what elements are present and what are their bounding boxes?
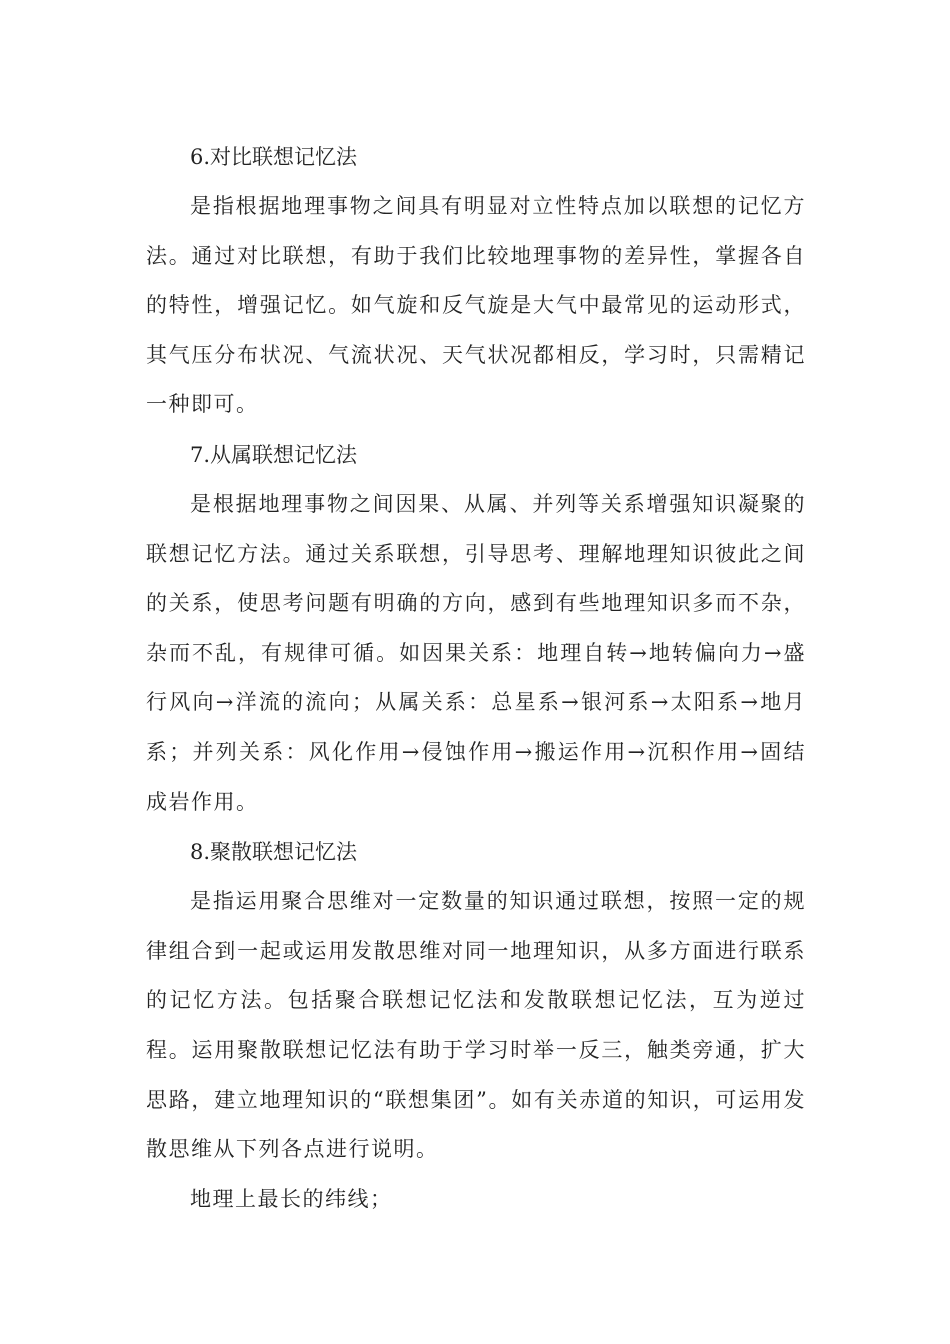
- section-heading-8: 8.聚散联想记忆法: [190, 840, 358, 865]
- document-body: [146, 132, 806, 1224]
- section-8-list-item: 地理上最长的纬线；: [190, 1186, 393, 1211]
- section-8-paragraph: 是指运用聚合思维对一定数量的知识通过联想，按照一定的规律组合到一起或运用发散思维对同一地理知识，从多方面进行联系的记忆方法。包括聚合联想记忆法和发散联想记忆法，互为逆过程。运用聚散联想记忆法有助于学习时举一反三，触类旁通，扩大思路，建立地理知识的“联想集团”。如有关赤道的知识，可运用发散思维从下列各点进行说明。: [146, 889, 806, 1162]
- section-heading-6: 6.对比联想记忆法: [190, 145, 358, 169]
- section-6-paragraph: 是指根据地理事物之间具有明显对立性特点加以联想的记忆方法。通过对比联想，有助于我们比较地理事物的差异性，掌握各自的特性，增强记忆。如气旋和反气旋是大气中最常见的运动形式，其气压分布状况、气流状况、天气状况都相反，学习时，只需精记一种即可。: [146, 194, 806, 417]
- section-7-paragraph: 是根据地理事物之间因果、从属、并列等关系增强知识凝聚的联想记忆方法。通过关系联想，引导思考、理解地理知识彼此之间的关系，使思考问题有明确的方向，感到有些地理知识多而不杂，杂而不乱，有规律可循。如因果关系：地理自转→地转偏向力→盛行风向→洋流的流向；从属关系：总星系→银河系→太阳系→地月系；并列关系：风化作用→侵蚀作用→搬运作用→沉积作用→固结成岩作用。: [146, 491, 806, 814]
- section-heading-7: 7.从属联想记忆法: [190, 442, 358, 467]
